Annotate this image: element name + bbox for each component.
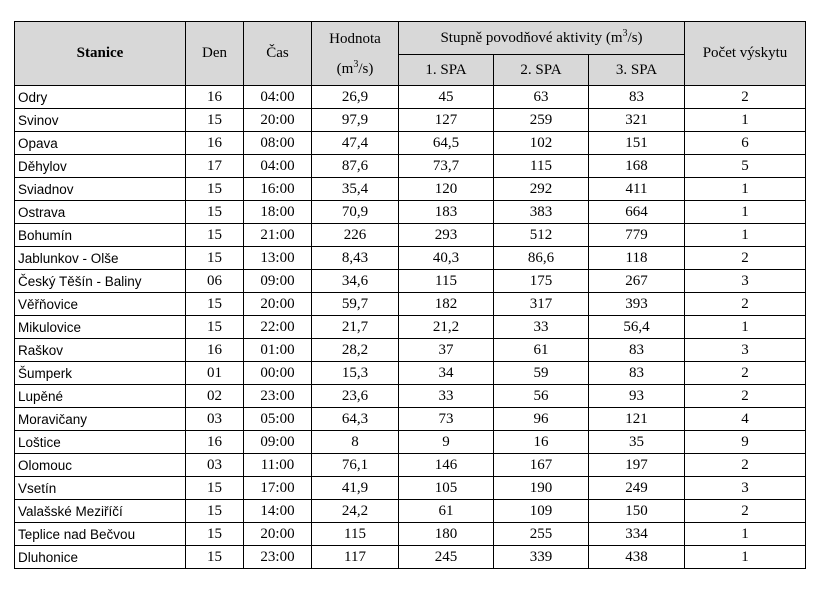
cell-den: 16 xyxy=(186,86,244,109)
cell-spa2: 255 xyxy=(494,523,589,546)
header-den: Den xyxy=(186,22,244,86)
cell-spa1: 64,5 xyxy=(399,132,494,155)
cell-cas: 20:00 xyxy=(244,109,312,132)
cell-stanice: Valašské Meziříčí xyxy=(15,500,186,523)
cell-den: 15 xyxy=(186,500,244,523)
cell-hodnota: 70,9 xyxy=(312,201,399,224)
cell-spa3: 151 xyxy=(589,132,685,155)
cell-stanice: Moravičany xyxy=(15,408,186,431)
cell-cas: 18:00 xyxy=(244,201,312,224)
cell-cas: 11:00 xyxy=(244,454,312,477)
cell-hodnota: 76,1 xyxy=(312,454,399,477)
cell-pocet: 1 xyxy=(685,523,806,546)
cell-spa2: 16 xyxy=(494,431,589,454)
cell-cas: 09:00 xyxy=(244,431,312,454)
cell-stanice: Šumperk xyxy=(15,362,186,385)
cell-hodnota: 34,6 xyxy=(312,270,399,293)
table-row xyxy=(15,247,806,270)
cell-den: 01 xyxy=(186,362,244,385)
cell-spa2: 339 xyxy=(494,546,589,569)
cell-hodnota: 8 xyxy=(312,431,399,454)
cell-spa3: 267 xyxy=(589,270,685,293)
cell-pocet: 9 xyxy=(685,431,806,454)
cell-stanice: Svinov xyxy=(15,109,186,132)
cell-spa1: 127 xyxy=(399,109,494,132)
cell-hodnota: 64,3 xyxy=(312,408,399,431)
cell-pocet: 1 xyxy=(685,224,806,247)
spa-group-post: /s) xyxy=(627,29,643,46)
table-row xyxy=(15,155,806,178)
cell-pocet: 6 xyxy=(685,132,806,155)
header-hodnota-unit xyxy=(312,54,398,84)
cell-stanice: Vsetín xyxy=(15,477,186,500)
cell-spa1: 146 xyxy=(399,454,494,477)
table-row xyxy=(15,523,806,546)
cell-hodnota: 28,2 xyxy=(312,339,399,362)
cell-den: 15 xyxy=(186,546,244,569)
cell-spa2: 115 xyxy=(494,155,589,178)
cell-hodnota: 97,9 xyxy=(312,109,399,132)
cell-den: 15 xyxy=(186,178,244,201)
cell-spa1: 40,3 xyxy=(399,247,494,270)
cell-stanice: Jablunkov - Olše xyxy=(15,247,186,270)
cell-spa1: 34 xyxy=(399,362,494,385)
cell-pocet: 1 xyxy=(685,316,806,339)
table-row xyxy=(15,132,806,155)
cell-spa2: 102 xyxy=(494,132,589,155)
cell-cas: 20:00 xyxy=(244,523,312,546)
cell-spa3: 118 xyxy=(589,247,685,270)
cell-spa1: 115 xyxy=(399,270,494,293)
header-stanice: Stanice xyxy=(15,22,186,86)
cell-cas: 14:00 xyxy=(244,500,312,523)
cell-stanice: Raškov xyxy=(15,339,186,362)
cell-spa3: 438 xyxy=(589,546,685,569)
table-row xyxy=(15,362,806,385)
cell-den: 15 xyxy=(186,224,244,247)
cell-stanice: Děhylov xyxy=(15,155,186,178)
cell-stanice: Teplice nad Bečvou xyxy=(15,523,186,546)
cell-cas: 08:00 xyxy=(244,132,312,155)
cell-spa1: 33 xyxy=(399,385,494,408)
cell-cas: 04:00 xyxy=(244,86,312,109)
header-hodnota xyxy=(312,22,399,86)
cell-spa3: 411 xyxy=(589,178,685,201)
cell-spa2: 86,6 xyxy=(494,247,589,270)
cell-pocet: 3 xyxy=(685,270,806,293)
cell-pocet: 1 xyxy=(685,546,806,569)
cell-spa2: 59 xyxy=(494,362,589,385)
cell-pocet: 1 xyxy=(685,109,806,132)
table-row xyxy=(15,201,806,224)
cell-spa2: 63 xyxy=(494,86,589,109)
cell-spa3: 197 xyxy=(589,454,685,477)
cell-spa3: 83 xyxy=(589,86,685,109)
cell-stanice: Dluhonice xyxy=(15,546,186,569)
cell-stanice: Odry xyxy=(15,86,186,109)
cell-spa1: 120 xyxy=(399,178,494,201)
cell-spa2: 96 xyxy=(494,408,589,431)
table-header xyxy=(15,22,806,86)
cell-spa3: 168 xyxy=(589,155,685,178)
cell-spa1: 73,7 xyxy=(399,155,494,178)
cell-pocet: 2 xyxy=(685,86,806,109)
header-hodnota-label: Hodnota xyxy=(329,30,381,47)
table-row xyxy=(15,109,806,132)
cell-spa2: 292 xyxy=(494,178,589,201)
cell-den: 06 xyxy=(186,270,244,293)
cell-hodnota: 21,7 xyxy=(312,316,399,339)
header-spa3: 3. SPA xyxy=(589,55,685,86)
cell-pocet: 1 xyxy=(685,201,806,224)
cell-spa1: 45 xyxy=(399,86,494,109)
table-body xyxy=(15,86,806,569)
cell-den: 02 xyxy=(186,385,244,408)
header-spa1: 1. SPA xyxy=(399,55,494,86)
cell-stanice: Věřňovice xyxy=(15,293,186,316)
cell-hodnota: 8,43 xyxy=(312,247,399,270)
cell-hodnota: 24,2 xyxy=(312,500,399,523)
cell-cas: 21:00 xyxy=(244,224,312,247)
cell-spa3: 83 xyxy=(589,339,685,362)
cell-hodnota: 226 xyxy=(312,224,399,247)
table-row xyxy=(15,431,806,454)
table-row xyxy=(15,178,806,201)
cell-spa3: 35 xyxy=(589,431,685,454)
cell-spa1: 37 xyxy=(399,339,494,362)
cell-den: 17 xyxy=(186,155,244,178)
cell-spa1: 183 xyxy=(399,201,494,224)
cell-spa1: 180 xyxy=(399,523,494,546)
cell-cas: 13:00 xyxy=(244,247,312,270)
cell-pocet: 1 xyxy=(685,178,806,201)
table-row xyxy=(15,86,806,109)
cell-stanice: Opava xyxy=(15,132,186,155)
cell-cas: 00:00 xyxy=(244,362,312,385)
spa-group-pre: Stupně povodňové aktivity (m xyxy=(440,29,623,46)
cell-hodnota: 47,4 xyxy=(312,132,399,155)
cell-stanice: Mikulovice xyxy=(15,316,186,339)
cell-spa3: 56,4 xyxy=(589,316,685,339)
cell-pocet: 2 xyxy=(685,247,806,270)
cell-spa2: 109 xyxy=(494,500,589,523)
cell-den: 15 xyxy=(186,293,244,316)
cell-pocet: 2 xyxy=(685,385,806,408)
cell-hodnota: 26,9 xyxy=(312,86,399,109)
cell-spa3: 393 xyxy=(589,293,685,316)
table-row xyxy=(15,385,806,408)
cell-pocet: 2 xyxy=(685,293,806,316)
cell-den: 03 xyxy=(186,454,244,477)
cell-den: 16 xyxy=(186,132,244,155)
cell-spa3: 334 xyxy=(589,523,685,546)
cell-den: 15 xyxy=(186,477,244,500)
header-cas: Čas xyxy=(244,22,312,86)
cell-cas: 05:00 xyxy=(244,408,312,431)
cell-stanice: Český Těšín - Baliny xyxy=(15,270,186,293)
cell-spa1: 21,2 xyxy=(399,316,494,339)
cell-cas: 23:00 xyxy=(244,385,312,408)
header-pocet: Počet výskytu xyxy=(685,22,806,86)
cell-pocet: 2 xyxy=(685,500,806,523)
cell-spa2: 33 xyxy=(494,316,589,339)
cell-spa1: 61 xyxy=(399,500,494,523)
cell-pocet: 5 xyxy=(685,155,806,178)
cell-spa1: 105 xyxy=(399,477,494,500)
cell-spa3: 93 xyxy=(589,385,685,408)
cell-spa1: 245 xyxy=(399,546,494,569)
table-row xyxy=(15,408,806,431)
unit-sup: 3 xyxy=(353,58,359,70)
cell-den: 16 xyxy=(186,339,244,362)
table-row xyxy=(15,477,806,500)
spa-group-sup: 3 xyxy=(622,27,628,39)
cell-cas: 22:00 xyxy=(244,316,312,339)
cell-spa2: 175 xyxy=(494,270,589,293)
cell-den: 03 xyxy=(186,408,244,431)
cell-pocet: 2 xyxy=(685,454,806,477)
header-spa2: 2. SPA xyxy=(494,55,589,86)
cell-den: 15 xyxy=(186,316,244,339)
cell-stanice: Loštice xyxy=(15,431,186,454)
cell-pocet: 2 xyxy=(685,362,806,385)
cell-pocet: 3 xyxy=(685,477,806,500)
cell-spa2: 167 xyxy=(494,454,589,477)
cell-hodnota: 35,4 xyxy=(312,178,399,201)
cell-cas: 20:00 xyxy=(244,293,312,316)
cell-spa2: 512 xyxy=(494,224,589,247)
cell-cas: 17:00 xyxy=(244,477,312,500)
cell-hodnota: 59,7 xyxy=(312,293,399,316)
cell-hodnota: 117 xyxy=(312,546,399,569)
table-row xyxy=(15,500,806,523)
cell-spa3: 150 xyxy=(589,500,685,523)
cell-pocet: 3 xyxy=(685,339,806,362)
cell-spa1: 182 xyxy=(399,293,494,316)
flood-activity-table xyxy=(14,21,806,569)
cell-spa2: 383 xyxy=(494,201,589,224)
table-row xyxy=(15,293,806,316)
header-spa-group xyxy=(399,22,685,55)
cell-cas: 01:00 xyxy=(244,339,312,362)
unit-post: /s) xyxy=(358,60,374,77)
cell-den: 16 xyxy=(186,431,244,454)
cell-cas: 23:00 xyxy=(244,546,312,569)
cell-spa1: 73 xyxy=(399,408,494,431)
cell-spa3: 249 xyxy=(589,477,685,500)
cell-hodnota: 23,6 xyxy=(312,385,399,408)
table-row xyxy=(15,546,806,569)
cell-den: 15 xyxy=(186,109,244,132)
cell-hodnota: 15,3 xyxy=(312,362,399,385)
cell-spa2: 190 xyxy=(494,477,589,500)
cell-spa2: 259 xyxy=(494,109,589,132)
cell-stanice: Olomouc xyxy=(15,454,186,477)
cell-cas: 09:00 xyxy=(244,270,312,293)
cell-den: 15 xyxy=(186,523,244,546)
cell-spa2: 61 xyxy=(494,339,589,362)
table-row xyxy=(15,270,806,293)
cell-hodnota: 41,9 xyxy=(312,477,399,500)
cell-cas: 04:00 xyxy=(244,155,312,178)
cell-stanice: Sviadnov xyxy=(15,178,186,201)
cell-stanice: Ostrava xyxy=(15,201,186,224)
cell-spa3: 664 xyxy=(589,201,685,224)
table-row xyxy=(15,339,806,362)
cell-spa1: 293 xyxy=(399,224,494,247)
cell-cas: 16:00 xyxy=(244,178,312,201)
cell-stanice: Lupěné xyxy=(15,385,186,408)
cell-spa2: 56 xyxy=(494,385,589,408)
table-row xyxy=(15,224,806,247)
cell-den: 15 xyxy=(186,247,244,270)
cell-spa3: 121 xyxy=(589,408,685,431)
cell-spa3: 321 xyxy=(589,109,685,132)
cell-stanice: Bohumín xyxy=(15,224,186,247)
table-row xyxy=(15,316,806,339)
cell-hodnota: 87,6 xyxy=(312,155,399,178)
cell-spa3: 779 xyxy=(589,224,685,247)
unit-pre: (m xyxy=(336,60,354,77)
cell-spa2: 317 xyxy=(494,293,589,316)
cell-hodnota: 115 xyxy=(312,523,399,546)
cell-spa1: 9 xyxy=(399,431,494,454)
cell-spa3: 83 xyxy=(589,362,685,385)
cell-den: 15 xyxy=(186,201,244,224)
table-row xyxy=(15,454,806,477)
cell-pocet: 4 xyxy=(685,408,806,431)
